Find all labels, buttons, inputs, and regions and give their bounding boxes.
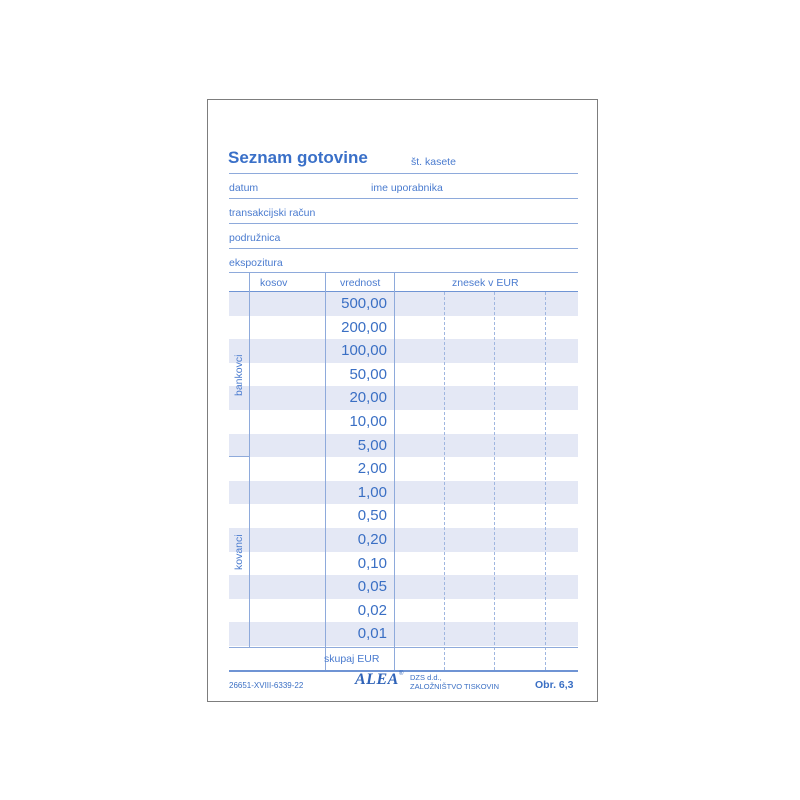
total-rule <box>229 670 578 672</box>
pieces-header: kosov <box>260 277 288 289</box>
denomination-value: 0,02 <box>357 601 387 619</box>
row-band <box>229 575 578 599</box>
denomination-value: 10,00 <box>349 413 387 430</box>
transaction-account-label: transakcijski račun <box>229 207 316 219</box>
amount-divider-2 <box>494 292 495 670</box>
row-band <box>229 339 578 363</box>
denomination-value: 20,00 <box>349 389 387 407</box>
amount-header: znesek v EUR <box>452 277 519 289</box>
denomination-value: 2,00 <box>357 460 387 478</box>
denomination-value: 500,00 <box>341 295 387 312</box>
denomination-value: 0,20 <box>357 531 387 548</box>
brand-logo: ALEA <box>355 671 399 688</box>
date-label: datum <box>229 182 259 194</box>
publisher-line-2: ZALOŽNIŠTVO TISKOVIN <box>410 682 500 691</box>
registered-mark: ® <box>399 671 404 677</box>
group-column-line <box>249 273 250 647</box>
row-band <box>229 528 578 552</box>
form-code: 26651-XVIII-6339-22 <box>229 681 304 690</box>
value-header: vrednost <box>340 277 381 289</box>
amount-divider-1 <box>444 292 445 670</box>
user-name-label: ime uporabnika <box>371 182 443 194</box>
row-band <box>229 292 578 316</box>
total-label: skupaj EUR <box>324 653 380 665</box>
denomination-value: 0,10 <box>357 554 387 572</box>
coins-label: kovanci <box>233 534 245 570</box>
row-band <box>229 434 578 458</box>
row-band <box>229 481 578 505</box>
denomination-value: 0,50 <box>357 507 387 525</box>
form-title: Seznam gotovine <box>228 148 368 167</box>
office-label: ekspozitura <box>229 257 283 269</box>
publisher-line-1: DZS d.d., <box>410 673 442 682</box>
denomination-value: 1,00 <box>357 483 387 501</box>
denomination-value: 5,00 <box>357 436 387 454</box>
banknotes-label: bankovci <box>233 354 245 396</box>
denomination-value: 50,00 <box>349 365 387 383</box>
amount-divider-3 <box>545 292 546 670</box>
row-band <box>229 622 578 646</box>
denomination-value: 200,00 <box>341 318 387 336</box>
denomination-value: 0,01 <box>357 625 387 643</box>
group-separator <box>229 456 249 457</box>
value-column-line <box>394 273 395 671</box>
denomination-value: 0,05 <box>357 578 387 596</box>
row-band <box>229 386 578 410</box>
cash-box-label: št. kasete <box>411 156 456 168</box>
table-bottom-rule <box>229 647 578 648</box>
form-number: Obr. 6,3 <box>535 679 574 691</box>
denomination-value: 100,00 <box>341 342 387 360</box>
branch-label: podružnica <box>229 232 281 244</box>
cash-list-form <box>207 99 598 702</box>
denomination-table <box>208 100 599 703</box>
